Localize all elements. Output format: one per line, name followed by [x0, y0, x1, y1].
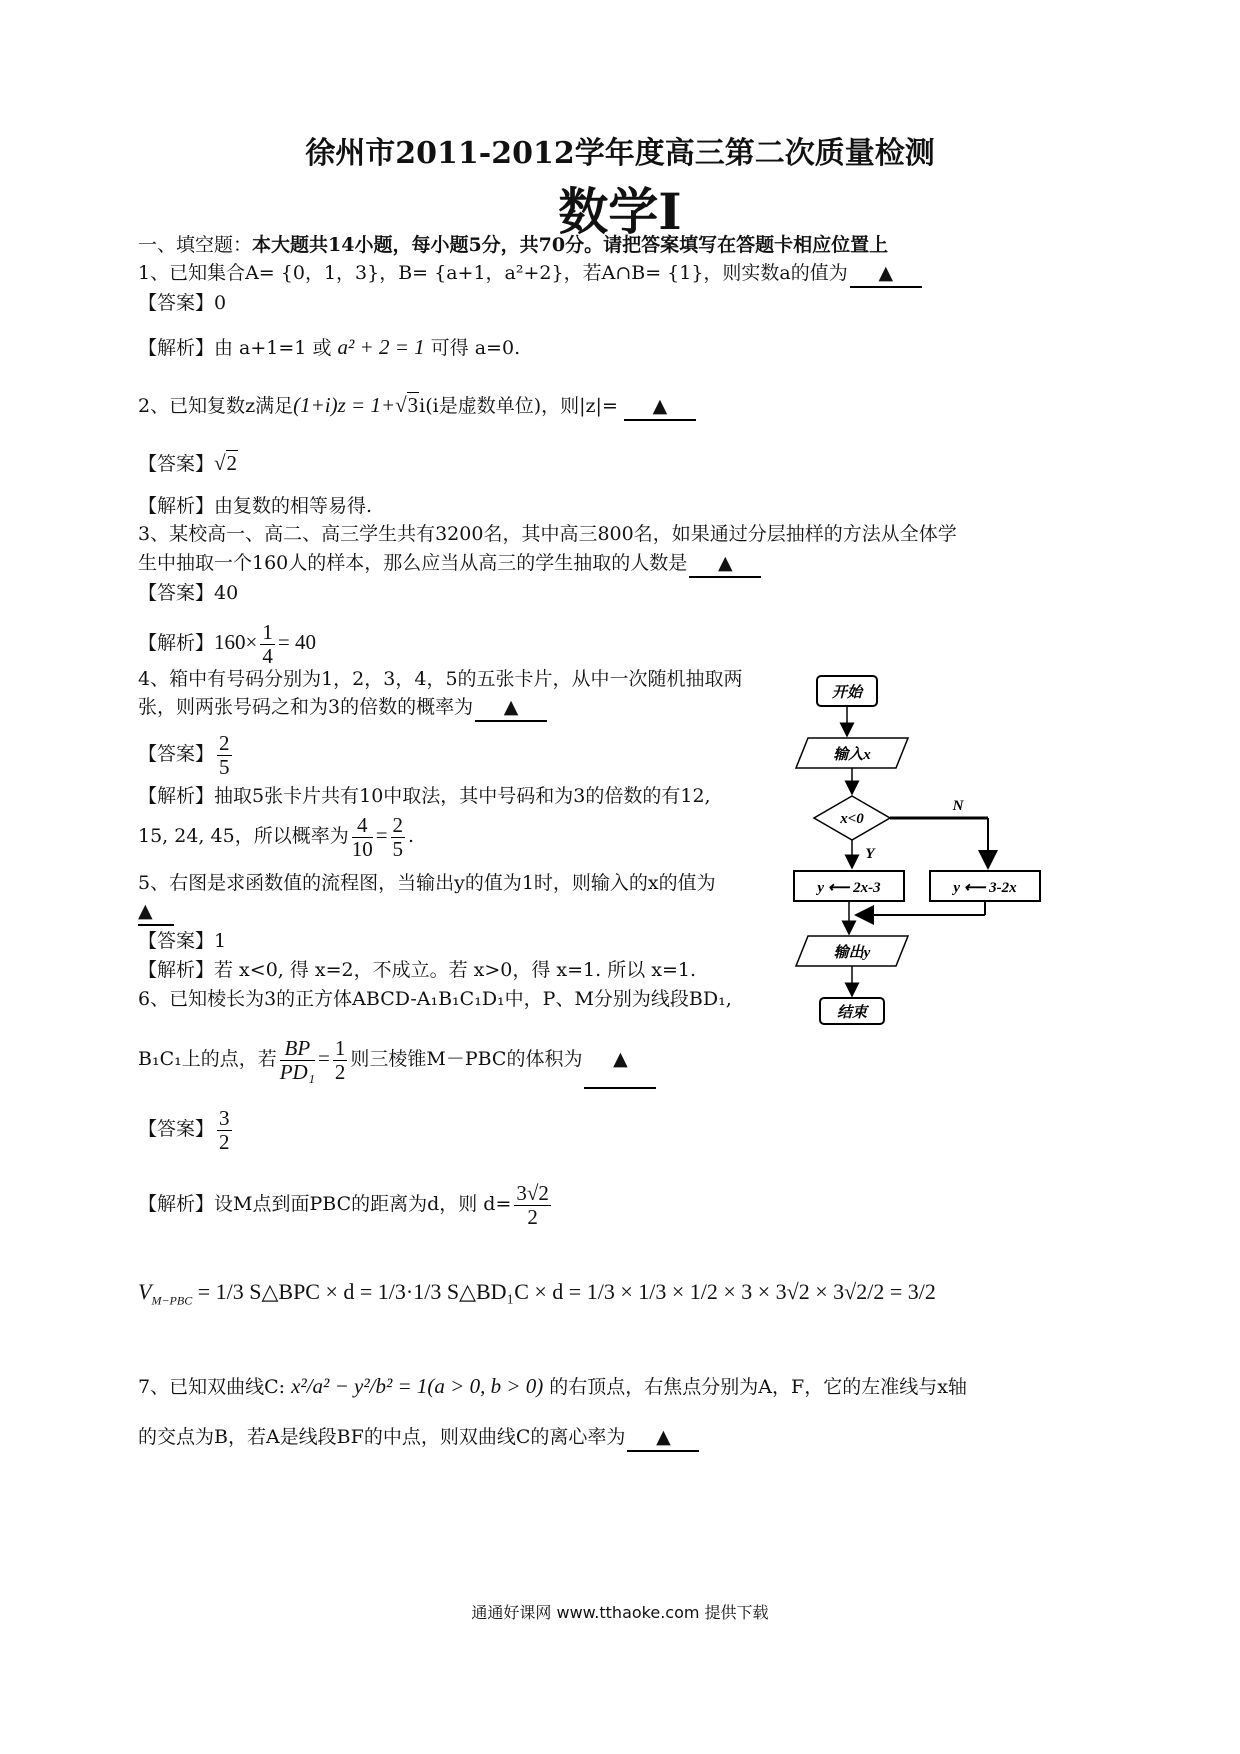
answer-label: 【答案】	[138, 1118, 215, 1140]
q6-analysis-a: 设M点到面PBC的距离为d，则 d=	[214, 1193, 512, 1215]
fraction-numerator: 3√2	[516, 1180, 549, 1205]
q1-text	[138, 260, 922, 288]
q3-analysis-b: = 40	[277, 630, 316, 654]
analysis-label: 【解析】	[138, 495, 215, 517]
answer-label: 【答案】	[138, 582, 215, 604]
fraction	[352, 814, 373, 861]
sqrt-symbol: √2	[214, 451, 238, 475]
q4-line2	[138, 694, 547, 722]
q7-line1-b: 的右顶点，右焦点分别为A，F，它的左准线与x轴	[549, 1376, 967, 1398]
answer-value: 40	[214, 582, 239, 604]
answer-label: 【答案】	[138, 743, 215, 765]
q3-line2	[138, 550, 761, 578]
flow-input-label: 输入x	[833, 747, 871, 763]
q4-answer	[138, 730, 235, 779]
q7-equation: x²/a² − y²/b² = 1(a > 0, b > 0)	[291, 1374, 544, 1398]
period: .	[408, 825, 415, 847]
answer-blank: ▲	[584, 1031, 656, 1089]
q4-line2-text: 张，则两张号码之和为3的倍数的概率为	[138, 696, 474, 718]
flow-start-label: 开始	[831, 685, 863, 701]
q7-line1	[138, 1366, 967, 1407]
q1-analysis-expr: a² + 2 = 1	[337, 335, 425, 359]
flow-output-label: 输出y	[833, 945, 871, 961]
q4-analysis-line2	[138, 810, 414, 861]
fraction-numerator: 1	[262, 619, 273, 644]
analysis-label: 【解析】	[138, 785, 215, 807]
fraction	[260, 621, 275, 668]
fraction	[391, 814, 406, 861]
fraction-denominator: 5	[219, 754, 230, 779]
answer-label: 【答案】	[138, 453, 215, 475]
answer-blank: ▲	[850, 260, 922, 288]
volume-subscript: M−PBC	[151, 1293, 193, 1308]
q4-line1: 4、箱中有号码分别为1，2，3，4，5的五张卡片，从中一次随机抽取两	[138, 668, 743, 690]
q1-analysis-a: 由 a+1=1 或	[214, 337, 332, 359]
volume-expression: = 1/3 S△BPC × d = 1/3·1/3 S△BD₁C × d = 1/3 × 1/3 × 1/2 × 3 × 3√2 × 3√2/2 = 3/2	[197, 1279, 936, 1304]
q3-line1: 3、某校高一、高二、高三学生共有3200名，其中高三800名，如果通过分层抽样的方法从全体学	[138, 523, 957, 545]
fraction-numerator: 4	[352, 814, 373, 838]
q1-analysis-b: 可得 a=0.	[430, 337, 521, 359]
fraction-numerator: 2	[392, 812, 404, 837]
fraction-numerator: 2	[219, 730, 230, 755]
q6-line2-b: 则三棱锥M－PBC的体积为	[350, 1048, 583, 1070]
fraction	[217, 1107, 232, 1154]
flow-no-label: N	[952, 798, 964, 814]
volume-symbol: V	[138, 1279, 152, 1304]
fraction	[514, 1182, 551, 1229]
q2-pre: 2、已知复数z满足	[138, 395, 294, 417]
fraction-numerator: 3	[219, 1105, 230, 1130]
q4-analysis-text: 抽取5张卡片共有10中取法，其中号码和为3的倍数的有12,	[214, 785, 711, 807]
q2-answer-value: 2	[226, 451, 238, 475]
fraction-denominator: 10	[351, 836, 373, 861]
answer-label: 【答案】	[138, 930, 215, 952]
q6-analysis	[138, 1176, 554, 1232]
q2-sqrt-value: 3	[407, 393, 419, 417]
q5-blank-line	[138, 898, 174, 926]
flow-decision-label: x<0	[840, 811, 864, 827]
q3-answer	[138, 580, 238, 606]
q7-line2	[138, 1424, 699, 1452]
q2-answer	[138, 450, 238, 477]
answer-blank: ▲	[627, 1424, 699, 1452]
q4-analysis-line2-text: 15, 24, 45，所以概率为	[138, 825, 349, 847]
equals-sign: =	[375, 823, 388, 847]
answer-value: 0	[214, 292, 227, 314]
q4-analysis-line1	[138, 783, 711, 809]
page-footer: 通通好课网 www.tthaoke.com 提供下载	[471, 1603, 769, 1622]
fraction	[333, 1037, 348, 1084]
q2-post: i(i是虚数单位)，则|z|=	[419, 395, 618, 417]
section-heading	[138, 232, 888, 258]
q6-volume-formula	[138, 1272, 936, 1320]
fraction-denominator: 2	[334, 1059, 346, 1084]
fraction-denominator: 2	[527, 1204, 538, 1229]
q5-analysis-text: 若 x<0, 得 x=2，不成立。若 x>0，得 x=1. 所以 x=1.	[214, 959, 697, 981]
q2-analysis	[138, 493, 372, 519]
exam-title: 徐州市2011-2012学年度高三第二次质量检测	[305, 136, 935, 171]
fraction-denominator: 2	[219, 1129, 230, 1154]
fraction-numerator: BP	[280, 1037, 315, 1061]
flow-process-yes-label: y ⟵ 2x-3	[817, 880, 881, 896]
flow-yes-label: Y	[865, 846, 875, 862]
fraction-numerator: 1	[334, 1035, 346, 1060]
fraction-denominator: 5	[392, 836, 404, 861]
exam-subtitle: 数学Ⅰ	[558, 182, 682, 241]
q1-answer	[138, 290, 226, 316]
q6-line2-a: B₁C₁上的点，若	[138, 1048, 277, 1070]
q1-analysis	[138, 334, 520, 361]
section-instruction: 本大题共14小题，每小题5分，共70分。请把答案填写在答题卡相应位置上	[252, 234, 889, 256]
flow-process-no-label: y ⟵ 3-2x	[953, 880, 1017, 896]
fraction-denominator: 4	[262, 643, 273, 668]
answer-blank: ▲	[689, 550, 761, 578]
q6-line1: 6、已知棱长为3的正方体ABCD-A₁B₁C₁D₁中，P、M分别为线段BD₁,	[138, 988, 732, 1010]
q6-line2	[138, 1030, 656, 1089]
fraction-denominator: PD₁	[279, 1059, 316, 1084]
equals-sign: =	[318, 1046, 330, 1070]
q3-analysis-a: 160×	[214, 630, 258, 654]
analysis-label: 【解析】	[138, 1193, 215, 1215]
answer-blank: ▲	[138, 898, 174, 926]
q2-analysis-text: 由复数的相等易得.	[214, 495, 373, 517]
analysis-label: 【解析】	[138, 959, 215, 981]
q3-line2-text: 生中抽取一个160人的样本，那么应当从高三的学生抽取的人数是	[138, 552, 688, 574]
q2-text	[138, 392, 696, 421]
fraction	[280, 1037, 315, 1084]
q5-line1: 5、右图是求函数值的流程图，当输出y的值为1时，则输入的x的值为	[138, 872, 716, 894]
section-prefix: 一、填空题：	[138, 234, 253, 256]
analysis-label: 【解析】	[138, 632, 215, 654]
fraction	[217, 732, 232, 779]
q3-analysis	[138, 620, 316, 668]
sqrt-symbol: √3	[395, 393, 419, 417]
q7-line2-text: 的交点为B，若A是线段BF的中点，则双曲线C的离心率为	[138, 1426, 626, 1448]
q5-analysis	[138, 957, 696, 983]
answer-blank: ▲	[475, 694, 547, 722]
answer-value: 1	[214, 930, 227, 952]
flow-end-label: 结束	[836, 1005, 868, 1021]
q6-answer	[138, 1104, 235, 1154]
q7-line1-a: 7、已知双曲线C:	[138, 1376, 286, 1398]
analysis-label: 【解析】	[138, 337, 215, 359]
answer-blank: ▲	[624, 393, 696, 421]
answer-label: 【答案】	[138, 292, 215, 314]
flowchart	[780, 668, 1050, 1038]
q1-question: 1、已知集合A= {0，1，3}，B= {a+1，a²+2}，若A∩B= {1}，则实数a的值为	[138, 262, 848, 284]
q5-answer	[138, 928, 226, 954]
q2-expr: (1+i)z = 1+	[293, 393, 396, 417]
